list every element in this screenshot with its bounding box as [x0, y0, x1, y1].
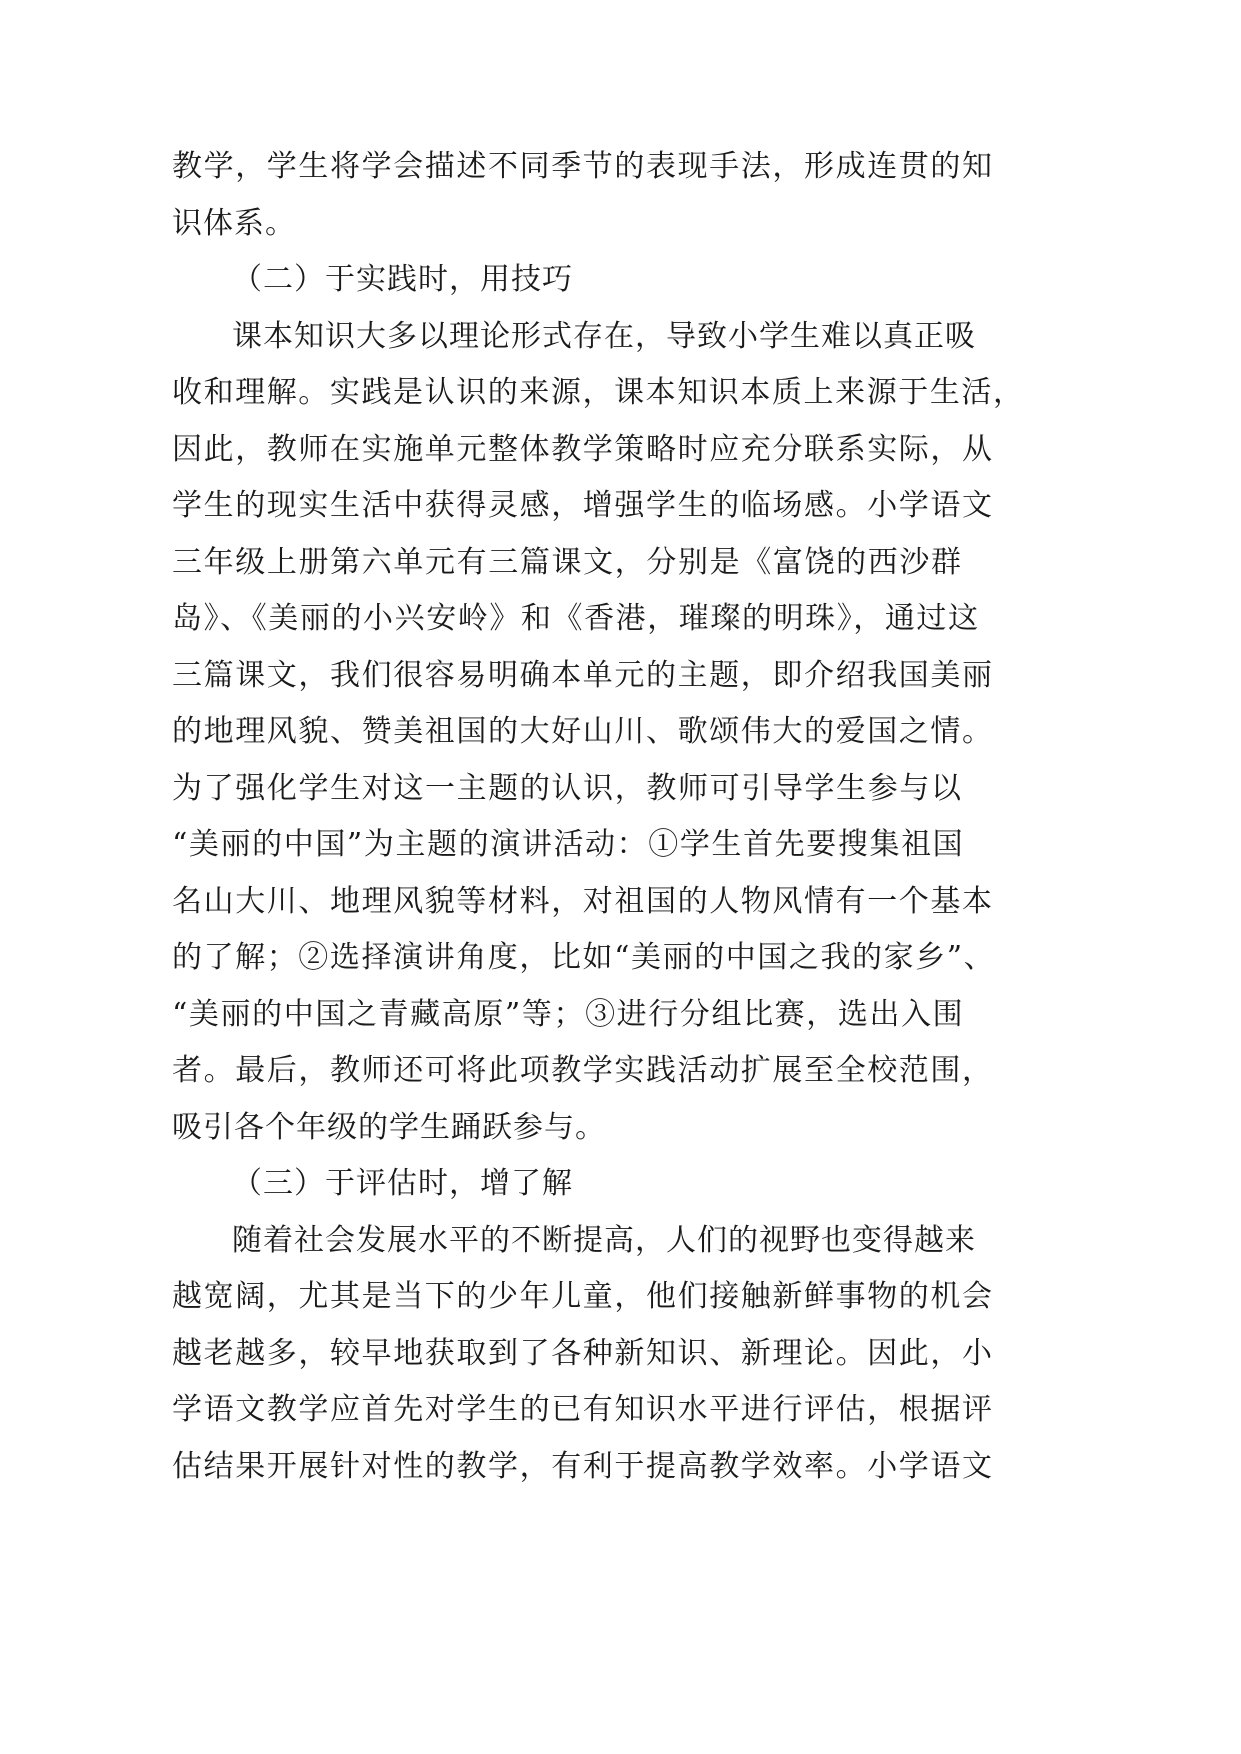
text-line: 的了解；②选择演讲角度，比如“美丽的中国之我的家乡”、 [172, 940, 996, 975]
text-line: 随着社会发展水平的不断提高，人们的视野也变得越来 [232, 1222, 976, 1258]
text-line: 收和理解。实践是认识的来源，课本知识本质上来源于生活， [172, 375, 1025, 410]
text-line: 越老越多，较早地获取到了各种新知识、新理论。因此，小 [172, 1335, 994, 1371]
text-line: 者。最后，教师还可将此项教学实践活动扩展至全校范围， [172, 1053, 994, 1088]
section-heading: （三）于评估时，增了解 [232, 1166, 573, 1201]
text-line: 课本知识大多以理论形式存在，导致小学生难以真正吸 [232, 318, 976, 354]
text-line: 岛》、《美丽的小兴安岭》和《香港，璀璨的明珠》，通过这 [172, 601, 980, 636]
text-line: 的地理风貌、赞美祖国的大好山川、歌颂伟大的爱国之情。 [172, 714, 994, 749]
text-line: 为了强化学生对这一主题的认识，教师可引导学生参与以 [172, 770, 963, 806]
text-line: 吸引各个年级的学生踊跃参与。 [172, 1109, 606, 1145]
text-line: 三篇课文，我们很容易明确本单元的主题，即介绍我国美丽 [172, 657, 994, 693]
text-line: 三年级上册第六单元有三篇课文，分别是《富饶的西沙群 [172, 544, 963, 580]
text-line: 学生的现实生活中获得灵感，增强学生的临场感。小学语文 [172, 488, 994, 523]
text-line: 识体系。 [172, 205, 296, 241]
text-line: “美丽的中国”为主题的演讲活动：①学生首先要搜集祖国 [172, 827, 965, 862]
text-line: 因此，教师在实施单元整体教学策略时应充分联系实际，从 [172, 431, 994, 467]
text-line: “美丽的中国之青藏高原”等；③进行分组比赛，选出入围 [172, 996, 965, 1032]
text-line: 估结果开展针对性的教学，有利于提高教学效率。小学语文 [172, 1448, 994, 1484]
text-line: 教学，学生将学会描述不同季节的表现手法，形成连贯的知 [172, 149, 994, 184]
section-heading: （二）于实践时，用技巧 [232, 262, 573, 297]
text-line: 名山大川、地理风貌等材料，对祖国的人物风情有一个基本 [172, 883, 994, 919]
text-line: 越宽阔，尤其是当下的少年儿童，他们接触新鲜事物的机会 [172, 1279, 994, 1314]
text-line: 学语文教学应首先对学生的已有知识水平进行评估，根据评 [172, 1392, 994, 1427]
